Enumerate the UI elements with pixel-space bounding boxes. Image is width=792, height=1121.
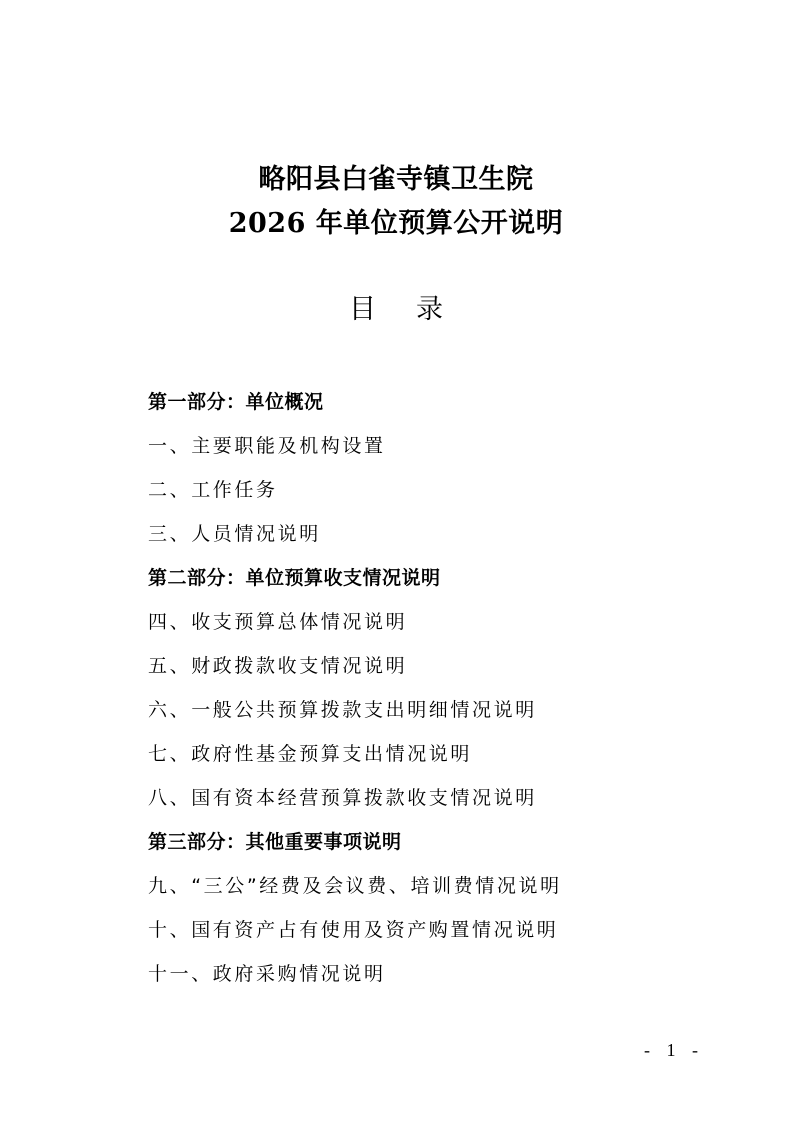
toc-part-2: 第二部分：单位预算收支情况说明 [148, 567, 441, 589]
toc-heading: 目录 [349, 294, 483, 325]
toc-entry-5: 五、财政拨款收支情况说明 [148, 655, 408, 677]
toc-entry-2: 二、工作任务 [148, 479, 278, 501]
toc-entry-9: 九、“三公”经费及会议费、培训费情况说明 [148, 875, 562, 897]
title-line-2: 2026 年单位预算公开说明 [228, 208, 564, 239]
document-title [0, 158, 792, 246]
toc-entry-3: 三、人员情况说明 [148, 523, 321, 545]
toc-entry-10: 十、国有资产占有使用及资产购置情况说明 [148, 919, 559, 941]
toc-entry-1: 一、主要职能及机构设置 [148, 435, 386, 457]
toc-entry-8: 八、国有资本经营预算拨款收支情况说明 [148, 787, 537, 809]
toc-part-3: 第三部分：其他重要事项说明 [148, 831, 402, 853]
toc-entry-6: 六、一般公共预算拨款支出明细情况说明 [148, 699, 537, 721]
toc-entry-4: 四、收支预算总体情况说明 [148, 611, 408, 633]
toc-entry-7: 七、政府性基金预算支出情况说明 [148, 743, 473, 765]
title-line-1: 略阳县白雀寺镇卫生院 [258, 164, 534, 195]
page-number: - 1 - [644, 1040, 704, 1060]
toc-part-1: 第一部分：单位概况 [148, 391, 324, 413]
table-of-contents [148, 386, 728, 1002]
toc-entry-11: 十一、政府采购情况说明 [148, 963, 386, 985]
